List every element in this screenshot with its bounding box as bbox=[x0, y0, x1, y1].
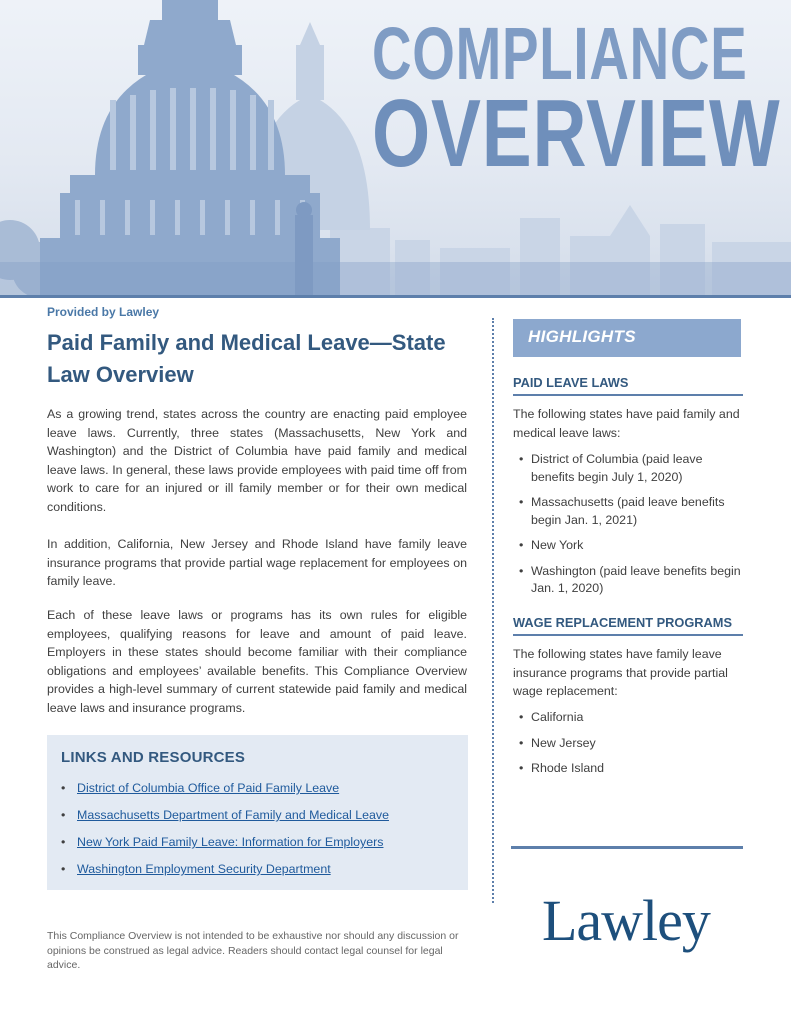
link-dc-paid-family-leave[interactable]: District of Columbia Office of Paid Family Leave bbox=[77, 781, 340, 795]
wage-replacement-states-list bbox=[513, 709, 741, 786]
provided-by: Provided by Lawley bbox=[47, 305, 160, 319]
paid-leave-states-list bbox=[513, 451, 741, 606]
banner-title bbox=[372, 12, 781, 187]
links-list bbox=[61, 775, 454, 883]
links-resources-box bbox=[47, 735, 468, 890]
link-new-york-pfl[interactable]: New York Paid Family Leave: Information for Employers bbox=[77, 835, 384, 849]
header-banner bbox=[0, 0, 791, 295]
banner-title-line2: OVERVIEW bbox=[372, 79, 781, 187]
list-item: • Rhode Island bbox=[513, 760, 741, 778]
banner-divider bbox=[0, 295, 791, 298]
insurance-paragraph: In addition, California, New Jersey and Rhode Island have family leave insurance programs that provide partial wage replacement for employees on family leave. bbox=[47, 537, 467, 588]
list-item: • District of Columbia (paid leave benefits begin July 1, 2020) bbox=[513, 451, 741, 486]
paid-leave-laws-intro: The following states have paid family and medical leave laws: bbox=[513, 407, 740, 440]
intro-paragraph: As a growing trend, states across the country are enacting paid employee leave laws. Currently, three states (Massachusetts, New York and Washington) and the District of Columbia have paid family and medical leave laws. In general, these laws provide employees with paid time off from work to care for an injured or ill family member or for their own medical conditions. bbox=[47, 407, 467, 514]
summary-paragraph: Each of these leave laws or programs has its own rules for eligible employees, qualifying reasons for leave and amount of paid leave. Employers in these states should become familiar with their compliance obligations and employees’ available benefits. This Compliance Overview provides a high-level summary of current statewide paid family and medical leave laws and insurance programs. bbox=[47, 608, 467, 715]
list-item: • California bbox=[513, 709, 741, 727]
link-massachusetts-dfml[interactable]: Massachusetts Department of Family and Medical Leave bbox=[77, 808, 389, 822]
list-item: • New Jersey bbox=[513, 735, 741, 753]
list-item: • New York bbox=[513, 537, 741, 555]
list-item: • Washington (paid leave benefits begin Jan. 1, 2020) bbox=[513, 563, 741, 598]
highlights-label: HIGHLIGHTS bbox=[513, 319, 741, 357]
list-item bbox=[61, 856, 454, 883]
link-washington-esd[interactable]: Washington Employment Security Department bbox=[77, 862, 331, 876]
list-item bbox=[61, 802, 454, 829]
lawley-logo: Lawley bbox=[542, 888, 710, 953]
list-item bbox=[61, 829, 454, 856]
list-item bbox=[61, 775, 454, 802]
wage-replacement-heading: WAGE REPLACEMENT PROGRAMS bbox=[513, 615, 743, 636]
column-divider bbox=[492, 318, 494, 903]
links-heading: LINKS AND RESOURCES bbox=[61, 749, 246, 766]
list-item: • Massachusetts (paid leave benefits begin Jan. 1, 2021) bbox=[513, 494, 741, 529]
page-title: Paid Family and Medical Leave—State Law Overview bbox=[47, 330, 446, 387]
banner-title-line1: COMPLIANCE bbox=[372, 12, 748, 95]
paid-leave-laws-heading: PAID LEAVE LAWS bbox=[513, 375, 743, 396]
disclaimer: This Compliance Overview is not intended to be exhaustive nor should any discussion or opinions be construed as legal advice. Readers should contact legal counsel for legal advice. bbox=[47, 930, 459, 971]
wage-replacement-intro: The following states have family leave insurance programs that provide partial wage replacement: bbox=[513, 647, 728, 698]
right-column-rule bbox=[511, 846, 743, 849]
